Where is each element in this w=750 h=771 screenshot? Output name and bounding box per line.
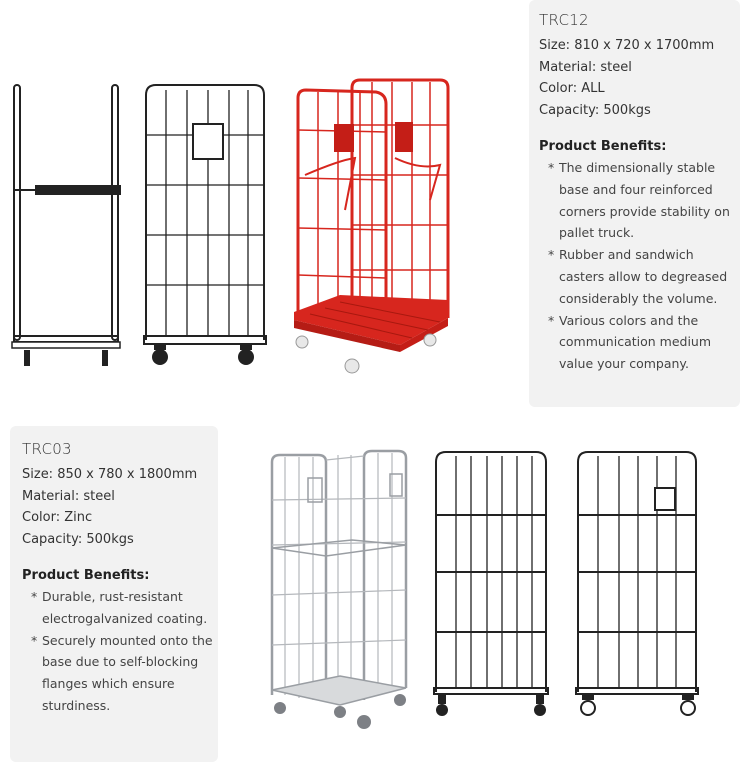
spec-material: Material: steel <box>22 488 115 504</box>
bullet-star: * <box>548 247 555 263</box>
benefit-item: * Securely mounted onto the base due to self-blocking flanges which ensure sturdiness. <box>22 630 218 717</box>
model-name: TRC12 <box>539 11 589 29</box>
spec-size: Size: 810 x 720 x 1700mm <box>539 38 715 53</box>
benefits-heading: Product Benefits: <box>539 139 667 154</box>
benefit-item: * Durable, rust-resistant electrogalvanized coating. <box>22 586 218 630</box>
model-name: TRC03 <box>22 440 72 458</box>
spec-color: Color: Zinc <box>22 510 93 525</box>
bullet-star: * <box>31 632 38 648</box>
spec-material: Material: steel <box>539 59 632 75</box>
spec-color: Color: ALL <box>539 81 605 96</box>
bullet-star: * <box>548 160 555 175</box>
bullet-star: * <box>548 312 555 328</box>
benefits-heading: Product Benefits: <box>22 568 150 583</box>
trc03-spec-card <box>10 426 218 762</box>
spec-size: Size: 850 x 780 x 1800mm <box>22 467 198 482</box>
trc12-spec-card <box>529 0 740 407</box>
benefit-item: * Various colors and the communication medium value your company. <box>539 310 739 375</box>
bullet-star: * <box>31 589 38 604</box>
spec-capacity: Capacity: 500kgs <box>539 102 651 118</box>
benefit-item: * Rubber and sandwich casters allow to degreased considerably the volume. <box>539 244 739 309</box>
benefit-item: * The dimensionally stable base and four reinforced corners provide stability on pallet truck. <box>539 157 739 244</box>
spec-capacity: Capacity: 500kgs <box>22 531 134 547</box>
